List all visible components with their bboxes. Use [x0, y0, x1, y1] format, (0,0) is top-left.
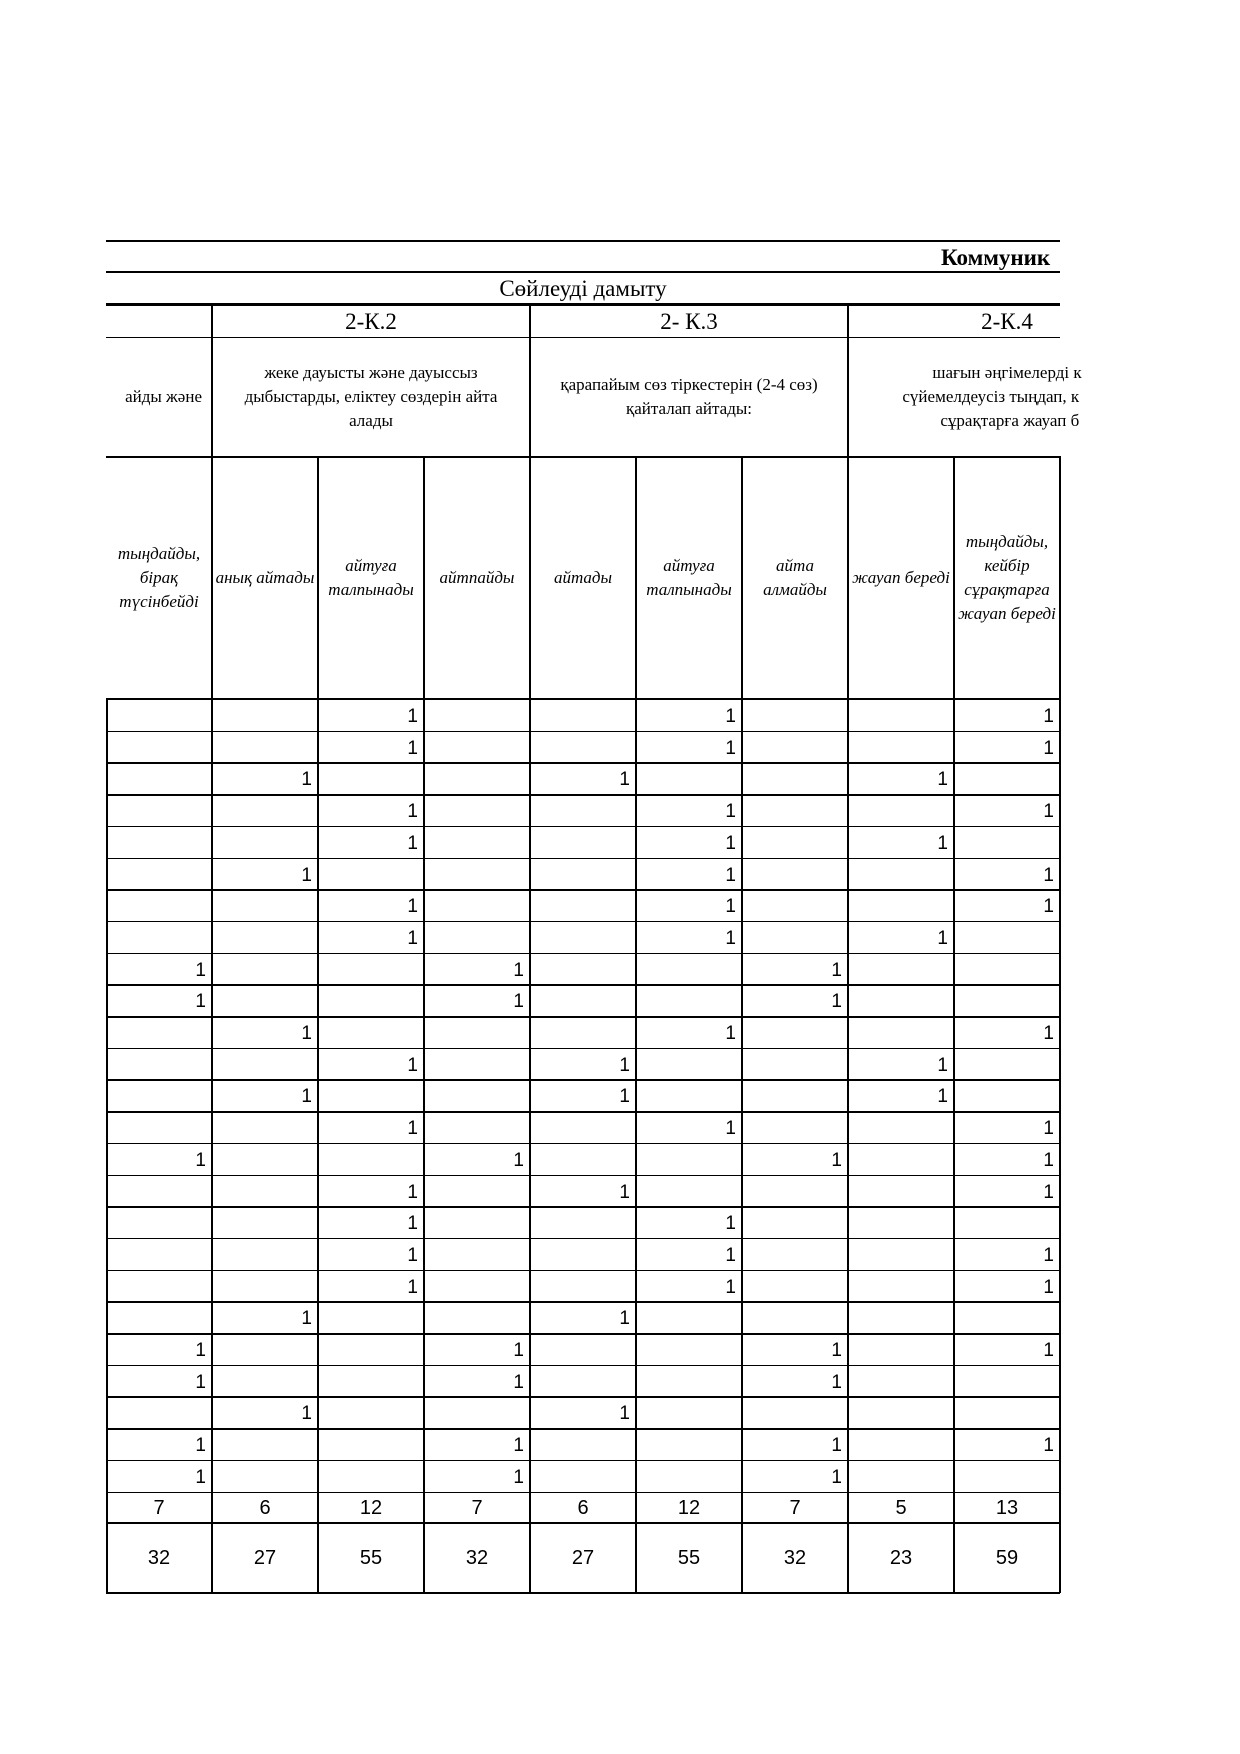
- table-cell: 1: [725, 864, 736, 886]
- table-cell: 1: [407, 737, 418, 759]
- criterion-description-line: сүйемелдеусіз тыңдап, к: [902, 387, 1080, 406]
- total-count-cell: 5: [895, 1496, 907, 1519]
- table-cell: 1: [725, 832, 736, 854]
- grid-row-line: [106, 889, 1060, 891]
- total-count-cell: 12: [359, 1496, 383, 1519]
- level-label: айтуға талпынады: [646, 556, 732, 599]
- percentage-cell: 55: [677, 1546, 701, 1569]
- criterion-description-line: шағын әңгімелерді к: [932, 363, 1082, 382]
- grid-row-line: [106, 1238, 1060, 1240]
- table-cell: 1: [195, 1149, 206, 1171]
- table-cell: 1: [407, 832, 418, 854]
- percentage-cell: 59: [995, 1546, 1019, 1569]
- percentage-cell: 32: [147, 1546, 171, 1569]
- table-cell: 1: [195, 1466, 206, 1488]
- table-cell: 1: [619, 1181, 630, 1203]
- grid-row-line: [106, 1111, 1060, 1113]
- table-cell: 1: [1043, 1118, 1054, 1140]
- grid-col-line: [741, 456, 743, 1593]
- table-cell: 1: [725, 706, 736, 727]
- table-cell: 1: [1043, 1276, 1054, 1298]
- table-cell: 1: [725, 1244, 736, 1266]
- rule-section-bottom: [106, 303, 1060, 306]
- rule-domain-bottom: [106, 271, 1060, 273]
- table-cell: 1: [831, 1466, 842, 1488]
- total-count-cell: 6: [259, 1496, 271, 1519]
- table-cell: 1: [513, 1371, 524, 1393]
- grid-row-line: [106, 1492, 1060, 1494]
- table-cell: 1: [407, 896, 418, 918]
- table-cell: 1: [301, 1308, 312, 1330]
- table-cell: 1: [407, 927, 418, 949]
- grid-row-line: [106, 1016, 1060, 1018]
- grid-row-line: [106, 1301, 1060, 1303]
- table-cell: 1: [407, 1054, 418, 1076]
- level-label: айтады: [553, 568, 613, 587]
- grid-row-line: [106, 1396, 1060, 1398]
- grid-col-line: [1059, 456, 1061, 1593]
- total-count-cell: 6: [577, 1496, 589, 1519]
- table-cell: 1: [1043, 1244, 1054, 1266]
- grid-total-line: [106, 1522, 1060, 1524]
- table-cell: 1: [407, 1181, 418, 1203]
- total-count-cell: 7: [153, 1496, 165, 1519]
- table-cell: 1: [513, 1435, 524, 1457]
- table-cell: 1: [619, 769, 630, 791]
- grid-row-line: [106, 984, 1060, 986]
- criterion-code-2-k3: 2- К.3: [660, 309, 718, 334]
- grid-left-border: [106, 698, 108, 1593]
- grid-col-line: [529, 306, 531, 1593]
- criterion-description-2-k3: қарапайым сөз тіркестерін (2-4 сөз) қайталап айтады:: [560, 375, 818, 418]
- table-cell: 1: [407, 1244, 418, 1266]
- table-cell: 1: [937, 927, 948, 949]
- table-cell: 1: [301, 1403, 312, 1425]
- table-cell: 1: [831, 1340, 842, 1361]
- table-cell: 1: [1043, 1181, 1054, 1203]
- grid-col-line: [211, 306, 213, 1593]
- total-count-cell: 12: [677, 1496, 701, 1519]
- criterion-code-2-k4: 2-К.4: [981, 309, 1033, 334]
- table-cell: 1: [831, 1435, 842, 1457]
- table-cell: 1: [301, 864, 312, 886]
- criterion-description-2-k4: [868, 338, 1108, 456]
- grid-col-line: [423, 456, 425, 1593]
- rule-top: [106, 240, 1060, 242]
- table-cell: 1: [831, 959, 842, 981]
- level-label: тыңдайды, бірақ түсінбейді: [117, 544, 201, 611]
- table-cell: 1: [407, 801, 418, 823]
- table-cell: 1: [513, 991, 524, 1013]
- grid-row-line: [106, 1333, 1060, 1335]
- table-cell: 1: [513, 1149, 524, 1171]
- grid-row-line: [106, 762, 1060, 764]
- table-cell: 1: [619, 1086, 630, 1108]
- percentage-cell: 32: [783, 1546, 807, 1569]
- table-cell: 1: [937, 1086, 948, 1108]
- table-cell: 1: [301, 769, 312, 791]
- grid-row-line: [106, 1143, 1060, 1145]
- table-cell: 1: [513, 1340, 524, 1361]
- table-cell: 1: [725, 927, 736, 949]
- table-cell: 1: [619, 1403, 630, 1425]
- table-cell: 1: [725, 1276, 736, 1298]
- table-cell: 1: [1043, 1435, 1054, 1457]
- table-cell: 1: [937, 769, 948, 791]
- table-cell: 1: [725, 801, 736, 823]
- criterion-code-2-k2: 2-К.2: [345, 309, 397, 334]
- level-label: айтуға талпынады: [328, 556, 414, 599]
- level-label: тыңдайды, кейбір сұрақтарға жауап береді: [958, 532, 1056, 623]
- grid-row-line: [106, 1365, 1060, 1367]
- percentage-cell: 32: [465, 1546, 489, 1569]
- table-cell: 1: [1043, 706, 1054, 727]
- grid-row-line: [106, 921, 1060, 923]
- table-cell: 1: [1043, 1149, 1054, 1171]
- table-cell: 1: [513, 959, 524, 981]
- grid-row-line: [106, 1175, 1060, 1177]
- table-cell: 1: [1043, 801, 1054, 823]
- table-cell: 1: [725, 896, 736, 918]
- level-label: анық айтады: [215, 568, 315, 587]
- total-count-cell: 7: [789, 1496, 801, 1519]
- grid-row-line: [106, 1428, 1060, 1430]
- grid-row-line: [106, 826, 1060, 828]
- level-label: айтпайды: [439, 568, 515, 587]
- level-label: жауап береді: [852, 568, 950, 587]
- table-cell: 1: [1043, 1023, 1054, 1044]
- table-cell: 1: [1043, 1340, 1054, 1361]
- table-cell: 1: [407, 706, 418, 727]
- criterion-description-2-k2: жеке дауысты және дауыссыз дыбыстарды, еліктеу сөздерін айта алады: [244, 363, 498, 430]
- domain-title: Коммуник: [941, 245, 1051, 270]
- table-cell: 1: [619, 1054, 630, 1076]
- table-cell: 1: [407, 1213, 418, 1235]
- criterion-description-line: сұрақтарға жауап б: [940, 411, 1080, 430]
- table-cell: 1: [831, 1371, 842, 1393]
- level-label: айта алмайды: [763, 556, 827, 599]
- table-cell: 1: [407, 1276, 418, 1298]
- rule-levels-bottom: [106, 698, 1060, 700]
- grid-row-line: [106, 731, 1060, 733]
- percentage-cell: 55: [359, 1546, 383, 1569]
- table-cell: 1: [195, 1435, 206, 1457]
- grid-row-line: [106, 1270, 1060, 1272]
- table-cell: 1: [725, 1118, 736, 1140]
- table-cell: 1: [619, 1308, 630, 1330]
- grid-row-line: [106, 953, 1060, 955]
- criterion-description-k1: айды және: [125, 387, 202, 406]
- assessment-sheet: [106, 240, 1082, 1602]
- table-cell: 1: [725, 1023, 736, 1044]
- grid-row-line: [106, 1460, 1060, 1462]
- table-cell: 1: [301, 1023, 312, 1044]
- table-cell: 1: [513, 1466, 524, 1488]
- table-cell: 1: [725, 737, 736, 759]
- grid-row-line: [106, 1079, 1060, 1081]
- table-cell: 1: [725, 1213, 736, 1235]
- percentage-cell: 23: [889, 1546, 913, 1569]
- table-cell: 1: [1043, 896, 1054, 918]
- table-cell: 1: [195, 991, 206, 1013]
- table-cell: 1: [937, 1054, 948, 1076]
- table-cell: 1: [937, 832, 948, 854]
- table-cell: 1: [1043, 737, 1054, 759]
- grid-row-line: [106, 1048, 1060, 1050]
- table-cell: 1: [831, 1149, 842, 1171]
- percentage-cell: 27: [571, 1546, 595, 1569]
- table-cell: 1: [195, 1371, 206, 1393]
- grid-bottom-border: [106, 1592, 1060, 1594]
- percentage-cell: 27: [253, 1546, 277, 1569]
- grid-col-line: [317, 456, 319, 1593]
- table-cell: 1: [1043, 864, 1054, 886]
- grid-col-line: [847, 306, 849, 1593]
- table-cell: 1: [407, 1118, 418, 1140]
- table-cell: 1: [831, 991, 842, 1013]
- grid-row-line: [106, 794, 1060, 796]
- total-count-cell: 13: [995, 1496, 1019, 1519]
- total-count-cell: 7: [471, 1496, 483, 1519]
- table-cell: 1: [195, 1340, 206, 1361]
- grid-row-line: [106, 1206, 1060, 1208]
- table-cell: 1: [301, 1086, 312, 1108]
- grid-row-line: [106, 858, 1060, 860]
- table-cell: 1: [195, 959, 206, 981]
- section-title: Сөйлеуді дамыту: [499, 276, 667, 301]
